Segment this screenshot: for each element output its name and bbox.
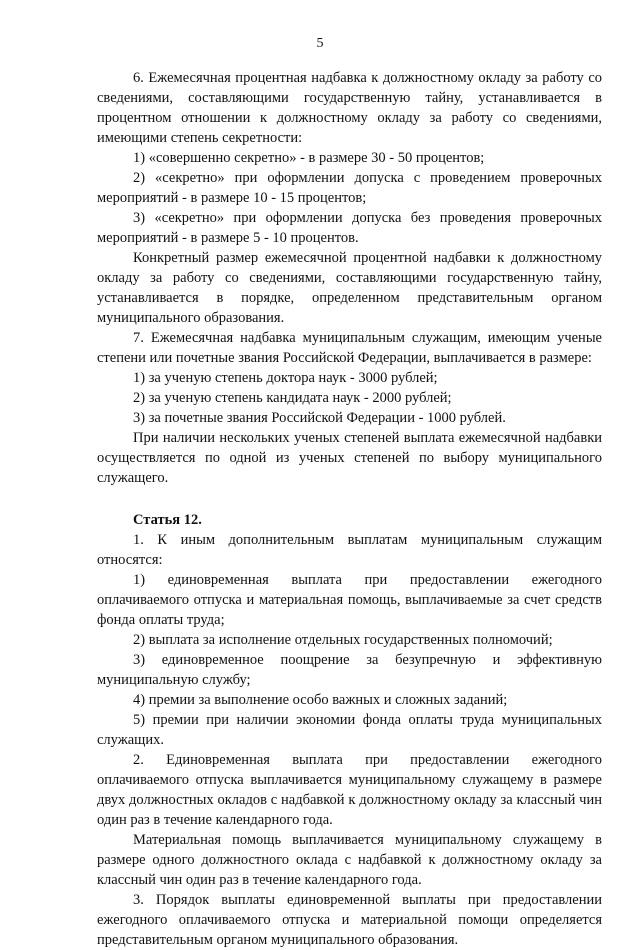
document-body [97, 68, 602, 950]
list-item: 2) за ученую степень кандидата наук - 2000 рублей; [133, 390, 452, 406]
paragraph: 3. Порядок выплаты единовременной выплаты при предоставлении ежегодного оплачиваемого отпуска и материальной помощи определяется представительным органом муниципального образования. [97, 892, 602, 948]
list-item: 3) «секретно» при оформлении допуска без проведения проверочных мероприятий - в размере 5 - 10 процентов. [97, 210, 602, 246]
list-item: 5) премии при наличии экономии фонда оплаты труда муниципальных служащих. [97, 712, 602, 748]
list-item: 1) «совершенно секретно» - в размере 30 - 50 процентов; [133, 150, 485, 166]
list-item: 1) за ученую степень доктора наук - 3000 рублей; [133, 370, 438, 386]
list-item: 1) единовременная выплата при предоставлении ежегодного оплачиваемого отпуска и материальная помощь, выплачиваемые за счет средств фонда оплаты труда; [97, 572, 602, 628]
paragraph: 1. К иным дополнительным выплатам муниципальным служащим относятся: [97, 532, 602, 568]
list-item: 2) «секретно» при оформлении допуска с проведением проверочных мероприятий - в размере 10 - 15 процентов; [97, 170, 602, 206]
paragraph: Конкретный размер ежемесячной процентной надбавки к должностному окладу за работу со сведениями, составляющими государственную тайну, устанавливается в порядке, определенном представительным органом муниципального образования. [97, 250, 602, 326]
article-heading: Статья 12. [133, 512, 202, 528]
paragraph: При наличии нескольких ученых степеней выплата ежемесячной надбавки осуществляется по одной из ученых степеней по выбору муниципального служащего. [97, 430, 602, 486]
paragraph: 7. Ежемесячная надбавка муниципальным служащим, имеющим ученые степени или почетные звания Российской Федерации, выплачивается в размере: [97, 330, 602, 366]
list-item: 3) за почетные звания Российской Федерации - 1000 рублей. [133, 410, 506, 426]
paragraph: Материальная помощь выплачивается муниципальному служащему в размере одного должностного оклада с надбавкой к должностному окладу за классный чин один раз в течение календарного года. [97, 832, 602, 888]
list-item: 2) выплата за исполнение отдельных государственных полномочий; [133, 632, 553, 648]
paragraph: 2. Единовременная выплата при предоставлении ежегодного оплачиваемого отпуска выплачивается муниципальному служащему в размере двух должностных окладов с надбавкой к должностному окладу за классный чин один раз в течение календарного года. [97, 752, 602, 828]
paragraph: 6. Ежемесячная процентная надбавка к должностному окладу за работу со сведениями, составляющими государственную тайну, устанавливается в процентном отношении к должностному окладу за работу со сведениями, имеющими степень секретности: [97, 70, 602, 146]
list-item: 3) единовременное поощрение за безупречную и эффективную муниципальную службу; [97, 652, 602, 688]
page-number: 5 [316, 36, 324, 51]
list-item: 4) премии за выполнение особо важных и сложных заданий; [133, 692, 508, 708]
